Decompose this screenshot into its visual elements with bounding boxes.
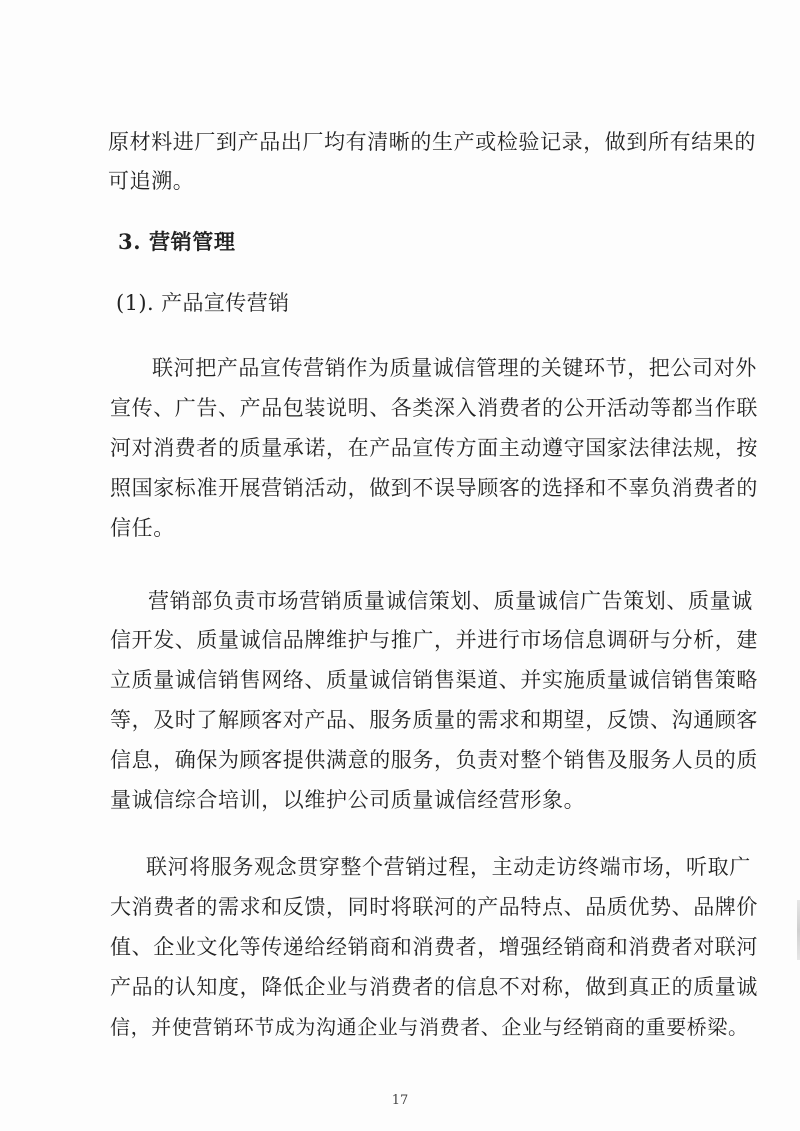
paragraph-3-line: 产品的认知度，降低企业与消费者的信息不对称，做到真正的质量诚 — [110, 975, 758, 999]
paragraph-2-line: 量诚信综合培训，以维护公司质量诚信经营形象。 — [110, 788, 586, 812]
paragraph-1-line: 信任。 — [110, 516, 175, 540]
paragraph-1-line: 联河把产品宣传营销作为质量诚信管理的关键环节，把公司对外 — [152, 356, 757, 380]
subsection-heading: (1). 产品宣传营销 — [116, 291, 290, 315]
paragraph-2-line: 信开发、质量诚信品牌维护与推广，并进行市场信息调研与分析，建 — [110, 628, 758, 652]
paragraph-2-line: 立质量诚信销售网络、质量诚信销售渠道、并实施质量诚信销售策略 — [110, 668, 758, 692]
paragraph-3-line: 大消费者的需求和反馈，同时将联河的产品特点、品质优势、品牌价 — [110, 895, 758, 919]
intro-line: 原材料进厂到产品出厂均有清晰的生产或检验记录，做到所有结果的 — [108, 130, 756, 154]
paragraph-3-line: 联河将服务观念贯穿整个营销过程，主动走访终端市场，听取广 — [146, 855, 751, 879]
paragraph-1-line: 宣传、广告、产品包装说明、各类深入消费者的公开活动等都当作联 — [110, 396, 758, 420]
page-number: 17 — [391, 1093, 409, 1108]
paragraph-3-line: 值、企业文化等传递给经销商和消费者，增强经销商和消费者对联河 — [110, 935, 758, 959]
paragraph-3-line: 信，并使营销环节成为沟通企业与消费者、企业与经销商的重要桥梁。 — [110, 1015, 749, 1039]
paragraph-2-line: 营销部负责市场营销质量诚信策划、质量诚信广告策划、质量诚 — [148, 589, 753, 613]
paragraph-2-line: 等，及时了解顾客对产品、服务质量的需求和期望，反馈、沟通顾客 — [110, 708, 758, 732]
paragraph-1-line: 河对消费者的质量承诺，在产品宣传方面主动遵守国家法律法规，按 — [110, 436, 758, 460]
intro-line: 可追溯。 — [108, 169, 195, 193]
section-heading: 3. 营销管理 — [118, 229, 236, 254]
paragraph-1-line: 照国家标准开展营销活动，做到不误导顾客的选择和不辜负消费者的 — [110, 476, 758, 500]
paragraph-2-line: 信息，确保为顾客提供满意的服务，负责对整个销售及服务人员的质 — [110, 748, 758, 772]
